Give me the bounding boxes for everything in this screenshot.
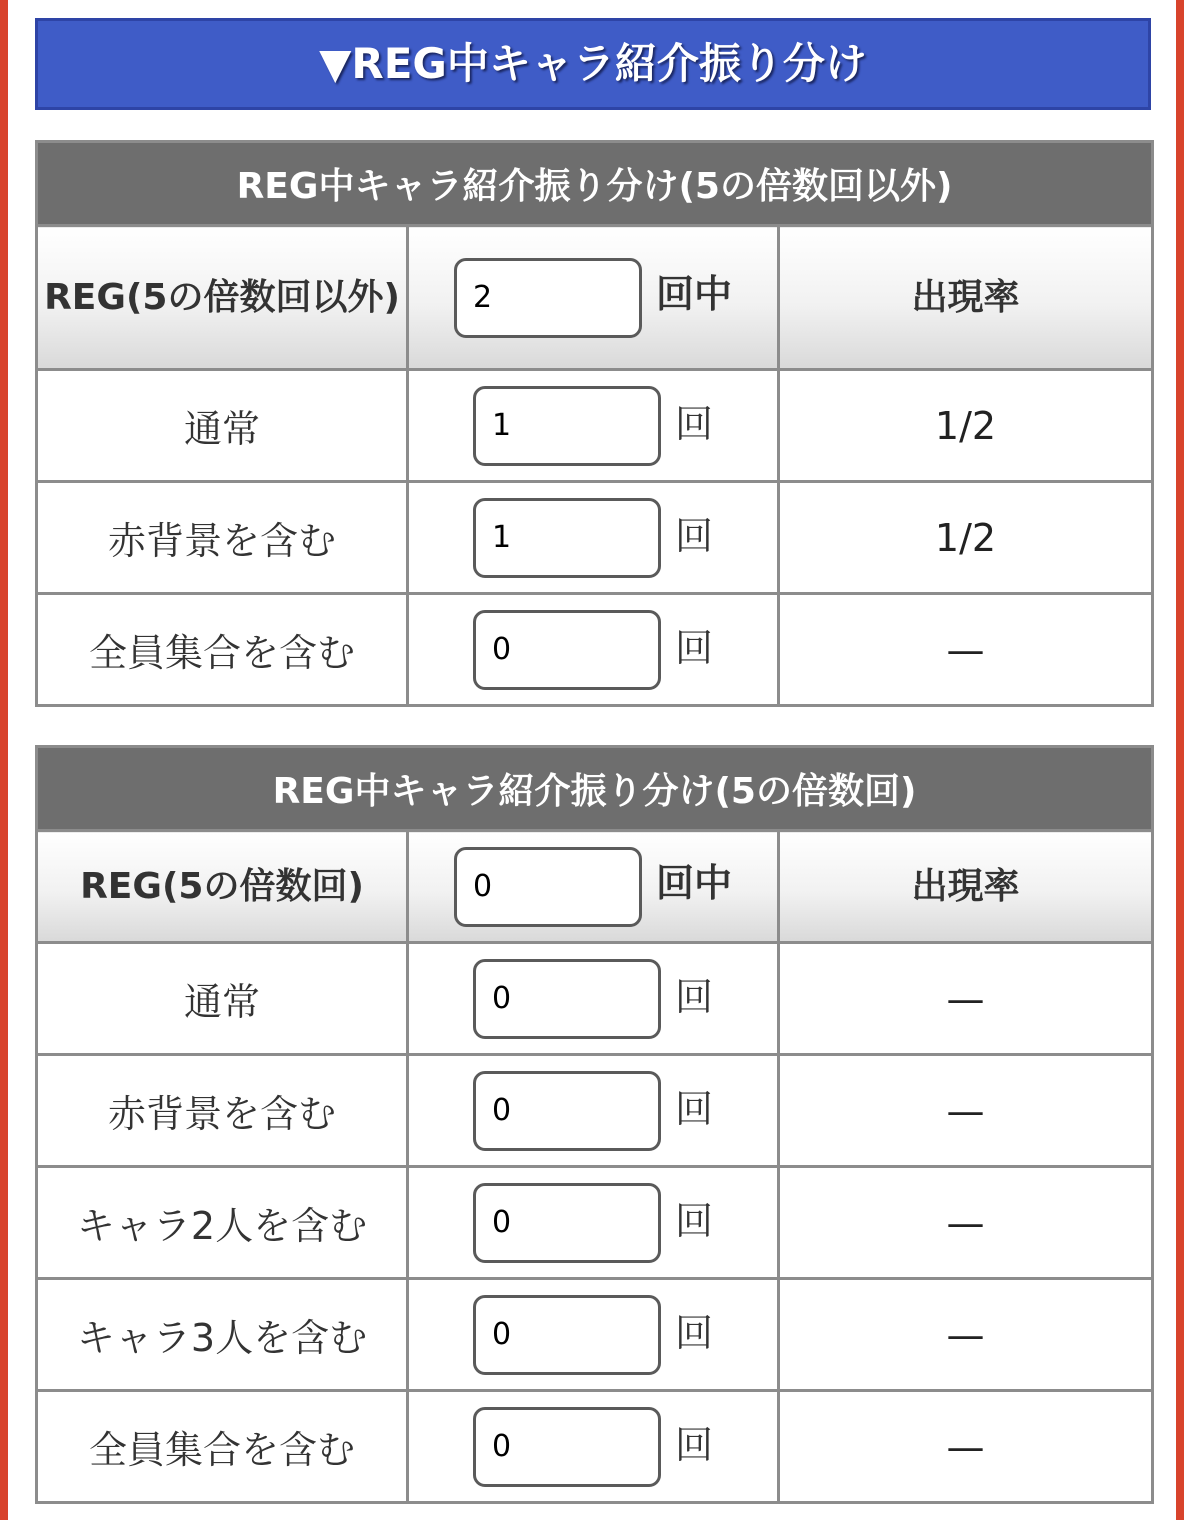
table-title: REG中キャラ紹介振り分け(5の倍数回) [37, 747, 1153, 831]
count-unit-label: 回 [674, 975, 713, 1019]
table-row [37, 370, 1153, 482]
rate-value: — [779, 1167, 1153, 1279]
count-input-red-background[interactable] [473, 1071, 661, 1151]
total-unit-label: 回中 [655, 272, 732, 316]
row-input-cell [408, 943, 779, 1055]
count-input-all-members[interactable] [473, 1407, 661, 1487]
row-input-cell [408, 1279, 779, 1391]
count-unit-label: 回 [674, 402, 713, 446]
table-row [37, 1279, 1153, 1391]
rate-value: — [779, 594, 1153, 706]
table-row [37, 594, 1153, 706]
table-title: REG中キャラ紹介振り分け(5の倍数回以外) [37, 142, 1153, 226]
table-row [37, 1391, 1153, 1503]
row-label: キャラ3人を含む [37, 1279, 408, 1391]
rate-value: — [779, 943, 1153, 1055]
count-unit-label: 回 [674, 514, 713, 558]
section-heading: ▼REG中キャラ紹介振り分け [35, 18, 1151, 110]
table-row [37, 943, 1153, 1055]
count-unit-label: 回 [674, 1423, 713, 1467]
row-input-cell [408, 482, 779, 594]
header-total-cell [408, 831, 779, 943]
rate-value: 1/2 [779, 370, 1153, 482]
count-input-three-characters[interactable] [473, 1295, 661, 1375]
rate-value: — [779, 1279, 1153, 1391]
table-row [37, 1055, 1153, 1167]
row-input-cell [408, 1391, 779, 1503]
header-rate-label: 出現率 [779, 831, 1153, 943]
distribution-table-multiple-of-5 [35, 745, 1154, 1504]
reg-total-input[interactable] [454, 258, 642, 338]
row-label: 赤背景を含む [37, 1055, 408, 1167]
total-unit-label: 回中 [655, 861, 732, 905]
row-input-cell [408, 1055, 779, 1167]
count-input-two-characters[interactable] [473, 1183, 661, 1263]
header-reg-label: REG(5の倍数回以外) [37, 226, 408, 370]
rate-value: — [779, 1055, 1153, 1167]
row-label: 通常 [37, 943, 408, 1055]
header-reg-label: REG(5の倍数回) [37, 831, 408, 943]
count-unit-label: 回 [674, 1311, 713, 1355]
count-unit-label: 回 [674, 1199, 713, 1243]
reg-total-input[interactable] [454, 847, 642, 927]
row-label: 全員集合を含む [37, 594, 408, 706]
rate-value: 1/2 [779, 482, 1153, 594]
count-unit-label: 回 [674, 626, 713, 670]
row-label: キャラ2人を含む [37, 1167, 408, 1279]
count-input-red-background[interactable] [473, 498, 661, 578]
distribution-table-non-multiple-of-5 [35, 140, 1154, 707]
count-input-normal[interactable] [473, 386, 661, 466]
count-input-all-members[interactable] [473, 610, 661, 690]
row-label: 通常 [37, 370, 408, 482]
row-label: 全員集合を含む [37, 1391, 408, 1503]
header-rate-label: 出現率 [779, 226, 1153, 370]
row-label: 赤背景を含む [37, 482, 408, 594]
row-input-cell [408, 1167, 779, 1279]
header-total-cell [408, 226, 779, 370]
count-input-normal[interactable] [473, 959, 661, 1039]
count-unit-label: 回 [674, 1087, 713, 1131]
row-input-cell [408, 594, 779, 706]
table-row [37, 1167, 1153, 1279]
row-input-cell [408, 370, 779, 482]
table-row [37, 482, 1153, 594]
page-border-left [0, 0, 8, 1520]
page-border-right [1176, 0, 1184, 1520]
rate-value: — [779, 1391, 1153, 1503]
